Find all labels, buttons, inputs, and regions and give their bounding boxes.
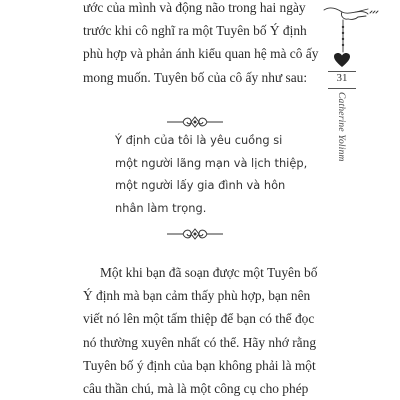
- quote-line: một người lấy gia đình và hôn: [115, 178, 286, 193]
- body-paragraph-bottom: [83, 261, 318, 400]
- heart-icon: [333, 52, 351, 68]
- text-line: Một khi bạn đã soạn được một Tuyên bố: [100, 265, 318, 280]
- running-title: Catherine Yolinm: [336, 92, 346, 162]
- text-line: phù hợp và phản ánh kiểu quan hệ mà cô ấy: [83, 46, 319, 62]
- text-line: nó thường xuyên nhất có thể. Hãy nhớ rằng: [83, 334, 317, 350]
- text-line: Ý định mà bạn cảm thấy phù hợp, bạn nên: [83, 288, 311, 304]
- text-line: ước của mình và động não trong hai ngày: [83, 0, 306, 15]
- body-paragraph-top: [83, 0, 319, 89]
- quote-line: một người lãng mạn và lịch thiệp,: [115, 155, 308, 170]
- flourish-ornament-icon: [165, 226, 225, 242]
- text-line: câu thần chú, mà là một công cụ cho phép: [83, 381, 309, 397]
- text-line: viết nó lên một tấm thiệp để bạn có thể đọc: [83, 311, 315, 327]
- intention-quote: [115, 129, 308, 219]
- hand-holding-heart-icon: [322, 0, 382, 72]
- flourish-ornament-icon: [165, 114, 225, 130]
- page-number-rule: [328, 88, 356, 89]
- text-line: Tuyên bố ý định của bạn không phải là một: [83, 357, 316, 373]
- quote-line: nhân làm trọng.: [115, 200, 207, 215]
- quote-line: Ý định của tôi là yêu cuồng si: [115, 133, 283, 147]
- text-line: trước khi cô nghĩ ra một Tuyên bố Ý định: [83, 23, 307, 39]
- page-number: 31: [336, 72, 348, 84]
- text-line: mong muốn. Tuyên bố của cô ấy như sau:: [83, 69, 308, 85]
